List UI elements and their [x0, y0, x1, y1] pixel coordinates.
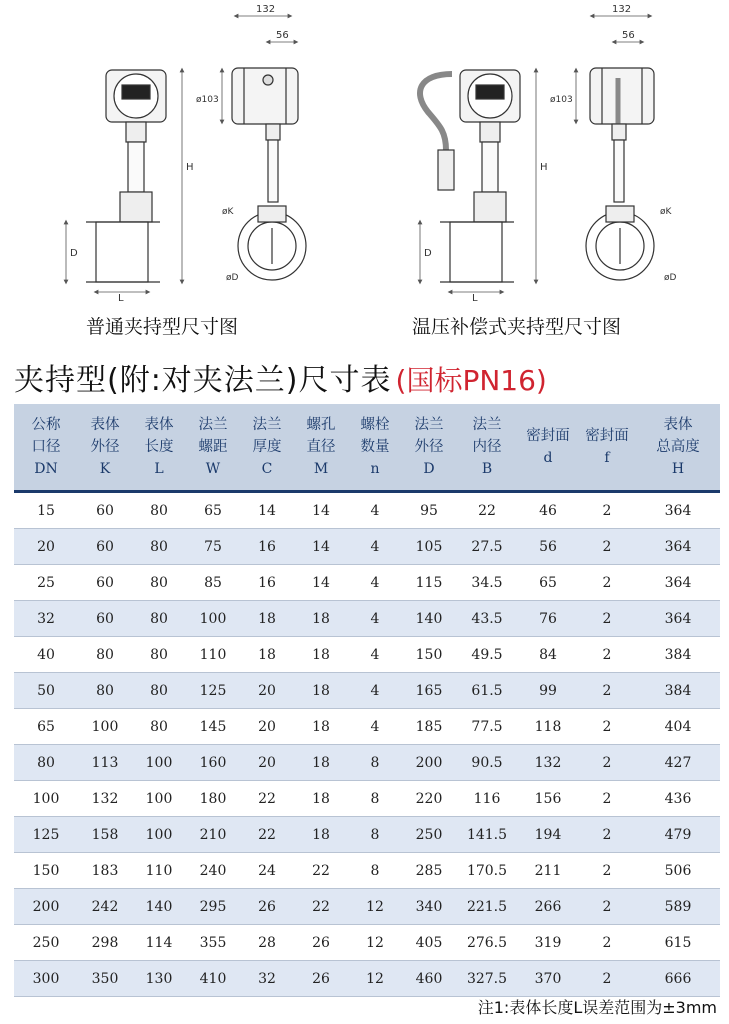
table-cell: 114	[132, 925, 186, 961]
dimension-table	[14, 404, 720, 997]
table-cell: 319	[518, 925, 578, 961]
table-cell: 56	[518, 529, 578, 565]
table-cell: 506	[636, 853, 720, 889]
table-row	[14, 745, 720, 781]
table-cell: 18	[294, 637, 348, 673]
table-cell: 65	[186, 492, 240, 529]
table-cell: 22	[240, 817, 294, 853]
table-cell: 80	[78, 637, 132, 673]
dim-d1-label-2: øD	[664, 273, 677, 283]
table-cell: 100	[14, 781, 78, 817]
table-cell: 60	[78, 529, 132, 565]
header-cell: 公称 口径 DN	[14, 404, 78, 492]
dim-head-dia-label-1: ø103	[196, 95, 219, 105]
table-row	[14, 961, 720, 997]
table-cell: 34.5	[456, 565, 518, 601]
dim-width-label-1: 132	[256, 4, 276, 15]
table-cell: 84	[518, 637, 578, 673]
table-cell: 211	[518, 853, 578, 889]
table-cell: 80	[132, 709, 186, 745]
table-cell: 410	[186, 961, 240, 997]
table-cell: 99	[518, 673, 578, 709]
table-cell: 340	[402, 889, 456, 925]
table-cell: 110	[186, 637, 240, 673]
table-cell: 100	[132, 781, 186, 817]
table-cell: 15	[14, 492, 78, 529]
table-cell: 132	[78, 781, 132, 817]
table-cell: 80	[132, 529, 186, 565]
header-cell: 表体 总高度 H	[636, 404, 720, 492]
header-cell: 法兰 螺距 W	[186, 404, 240, 492]
table-cell: 100	[78, 709, 132, 745]
table-cell: 60	[78, 492, 132, 529]
header-cell: 法兰 内径 B	[456, 404, 518, 492]
table-cell: 75	[186, 529, 240, 565]
table-cell: 26	[294, 925, 348, 961]
table-cell: 125	[14, 817, 78, 853]
table-cell: 26	[294, 961, 348, 997]
dim-h-label-2: H	[540, 162, 548, 173]
table-cell: 115	[402, 565, 456, 601]
table-cell: 2	[578, 492, 636, 529]
table-cell: 65	[14, 709, 78, 745]
table-cell: 220	[402, 781, 456, 817]
table-row	[14, 637, 720, 673]
table-row	[14, 673, 720, 709]
table-row	[14, 853, 720, 889]
table-cell: 4	[348, 673, 402, 709]
footnote: 注1:表体长度L误差范围为±3mm	[477, 998, 717, 1017]
table-cell: 32	[14, 601, 78, 637]
table-cell: 2	[578, 709, 636, 745]
table-cell: 2	[578, 961, 636, 997]
table-cell: 350	[78, 961, 132, 997]
table-cell: 364	[636, 492, 720, 529]
table-cell: 210	[186, 817, 240, 853]
table-cell: 14	[294, 529, 348, 565]
table-row	[14, 817, 720, 853]
table-cell: 180	[186, 781, 240, 817]
table-row	[14, 925, 720, 961]
table-cell: 60	[78, 565, 132, 601]
table-cell: 4	[348, 492, 402, 529]
table-cell: 25	[14, 565, 78, 601]
table-cell: 2	[578, 601, 636, 637]
table-header-row	[14, 404, 720, 492]
table-cell: 110	[132, 853, 186, 889]
dim-width-label-2: 132	[612, 4, 632, 15]
table-cell: 14	[294, 565, 348, 601]
table-cell: 40	[14, 637, 78, 673]
table-cell: 32	[240, 961, 294, 997]
table-cell: 18	[294, 745, 348, 781]
table-row	[14, 889, 720, 925]
table-cell: 14	[294, 492, 348, 529]
table-cell: 22	[456, 492, 518, 529]
table-cell: 427	[636, 745, 720, 781]
dim-head-dia-label-2: ø103	[550, 95, 573, 105]
table-cell: 22	[240, 781, 294, 817]
table-cell: 65	[518, 565, 578, 601]
table-row	[14, 709, 720, 745]
table-cell: 61.5	[456, 673, 518, 709]
table-cell: 165	[402, 673, 456, 709]
table-cell: 298	[78, 925, 132, 961]
table-cell: 405	[402, 925, 456, 961]
standard-front-view	[66, 70, 182, 292]
table-cell: 460	[402, 961, 456, 997]
table-cell: 16	[240, 529, 294, 565]
table-cell: 200	[402, 745, 456, 781]
dim-l-label-2: L	[472, 293, 478, 304]
table-cell: 20	[240, 745, 294, 781]
dim-l-label-1: L	[118, 293, 124, 304]
table-cell: 105	[402, 529, 456, 565]
table-cell: 2	[578, 925, 636, 961]
table-cell: 384	[636, 673, 720, 709]
table-cell: 27.5	[456, 529, 518, 565]
table-row	[14, 601, 720, 637]
compensated-side-view	[576, 16, 654, 280]
dimension-drawings	[0, 0, 729, 310]
table-cell: 12	[348, 889, 402, 925]
table-cell: 250	[14, 925, 78, 961]
table-cell: 100	[132, 745, 186, 781]
caption-standard: 普通夹持型尺寸图	[86, 316, 239, 338]
table-cell: 2	[578, 889, 636, 925]
table-cell: 18	[294, 601, 348, 637]
header-cell: 表体 长度 L	[132, 404, 186, 492]
dim-depth-label-2: 56	[622, 30, 635, 41]
table-cell: 370	[518, 961, 578, 997]
table-cell: 118	[518, 709, 578, 745]
table-cell: 150	[14, 853, 78, 889]
table-cell: 18	[240, 601, 294, 637]
table-cell: 404	[636, 709, 720, 745]
table-row	[14, 565, 720, 601]
dim-d-label-1: D	[70, 248, 78, 259]
table-cell: 95	[402, 492, 456, 529]
table-cell: 4	[348, 601, 402, 637]
table-cell: 4	[348, 565, 402, 601]
table-cell: 113	[78, 745, 132, 781]
table-cell: 160	[186, 745, 240, 781]
table-cell: 50	[14, 673, 78, 709]
table-cell: 364	[636, 565, 720, 601]
table-cell: 615	[636, 925, 720, 961]
table-cell: 20	[240, 673, 294, 709]
caption-compensated: 温压补偿式夹持型尺寸图	[412, 316, 622, 338]
title-main: 夹持型(附:对夹法兰)尺寸表	[14, 363, 392, 398]
table-cell: 2	[578, 781, 636, 817]
table-cell: 80	[132, 601, 186, 637]
table-cell: 140	[402, 601, 456, 637]
table-cell: 80	[78, 673, 132, 709]
table-cell: 242	[78, 889, 132, 925]
table-cell: 364	[636, 529, 720, 565]
table-cell: 20	[240, 709, 294, 745]
table-cell: 22	[294, 853, 348, 889]
table-cell: 12	[348, 925, 402, 961]
table-cell: 60	[78, 601, 132, 637]
header-cell: 密封面 d	[518, 404, 578, 492]
table-cell: 18	[294, 709, 348, 745]
table-cell: 77.5	[456, 709, 518, 745]
table-cell: 436	[636, 781, 720, 817]
header-cell: 密封面 f	[578, 404, 636, 492]
header-cell: 法兰 外径 D	[402, 404, 456, 492]
table-title	[14, 355, 547, 399]
table-cell: 26	[240, 889, 294, 925]
table-cell: 14	[240, 492, 294, 529]
table-cell: 300	[14, 961, 78, 997]
table-cell: 4	[348, 637, 402, 673]
table-cell: 24	[240, 853, 294, 889]
table-cell: 49.5	[456, 637, 518, 673]
table-cell: 185	[402, 709, 456, 745]
title-standard: (国标PN16)	[395, 364, 547, 397]
table-cell: 76	[518, 601, 578, 637]
table-cell: 2	[578, 853, 636, 889]
table-row	[14, 529, 720, 565]
dim-d-label-2: D	[424, 248, 432, 259]
table-cell: 18	[294, 817, 348, 853]
table-cell: 20	[14, 529, 78, 565]
header-cell: 表体 外径 K	[78, 404, 132, 492]
table-cell: 80	[132, 565, 186, 601]
table-cell: 16	[240, 565, 294, 601]
table-cell: 85	[186, 565, 240, 601]
table-cell: 2	[578, 817, 636, 853]
table-cell: 8	[348, 817, 402, 853]
table-cell: 100	[186, 601, 240, 637]
table-cell: 240	[186, 853, 240, 889]
table-cell: 18	[294, 673, 348, 709]
table-cell: 80	[132, 492, 186, 529]
table-cell: 589	[636, 889, 720, 925]
table-cell: 156	[518, 781, 578, 817]
table-row	[14, 781, 720, 817]
table-cell: 221.5	[456, 889, 518, 925]
table-cell: 158	[78, 817, 132, 853]
table-cell: 384	[636, 637, 720, 673]
table-cell: 150	[402, 637, 456, 673]
table-cell: 285	[402, 853, 456, 889]
table-cell: 43.5	[456, 601, 518, 637]
dim-depth-label-1: 56	[276, 30, 289, 41]
table-cell: 130	[132, 961, 186, 997]
table-cell: 194	[518, 817, 578, 853]
table-cell: 479	[636, 817, 720, 853]
table-cell: 295	[186, 889, 240, 925]
table-cell: 80	[132, 637, 186, 673]
header-cell: 法兰 厚度 C	[240, 404, 294, 492]
table-cell: 2	[578, 529, 636, 565]
table-cell: 8	[348, 853, 402, 889]
table-cell: 364	[636, 601, 720, 637]
table-cell: 125	[186, 673, 240, 709]
table-row	[14, 492, 720, 529]
dim-k-label-1: øK	[222, 207, 234, 217]
header-cell: 螺栓 数量 n	[348, 404, 402, 492]
table-cell: 28	[240, 925, 294, 961]
table-cell: 170.5	[456, 853, 518, 889]
standard-side-view	[222, 16, 306, 280]
table-cell: 140	[132, 889, 186, 925]
table-cell: 183	[78, 853, 132, 889]
table-cell: 2	[578, 565, 636, 601]
dim-d1-label-1: øD	[226, 273, 239, 283]
table-cell: 80	[14, 745, 78, 781]
table-cell: 100	[132, 817, 186, 853]
table-cell: 132	[518, 745, 578, 781]
table-cell: 80	[132, 673, 186, 709]
table-cell: 327.5	[456, 961, 518, 997]
table-body	[14, 492, 720, 997]
table-cell: 4	[348, 709, 402, 745]
table-cell: 145	[186, 709, 240, 745]
table-cell: 46	[518, 492, 578, 529]
table-cell: 666	[636, 961, 720, 997]
table-cell: 2	[578, 745, 636, 781]
table-cell: 250	[402, 817, 456, 853]
table-cell: 8	[348, 781, 402, 817]
table-cell: 276.5	[456, 925, 518, 961]
table-cell: 12	[348, 961, 402, 997]
table-cell: 2	[578, 637, 636, 673]
table-cell: 22	[294, 889, 348, 925]
table-cell: 355	[186, 925, 240, 961]
dim-k-label-2: øK	[660, 207, 672, 217]
table-cell: 116	[456, 781, 518, 817]
table-cell: 266	[518, 889, 578, 925]
table-cell: 200	[14, 889, 78, 925]
table-cell: 90.5	[456, 745, 518, 781]
table-cell: 2	[578, 673, 636, 709]
table-cell: 18	[294, 781, 348, 817]
header-cell: 螺孔 直径 M	[294, 404, 348, 492]
table-cell: 4	[348, 529, 402, 565]
table-cell: 8	[348, 745, 402, 781]
dim-h-label-1: H	[186, 162, 194, 173]
table-cell: 18	[240, 637, 294, 673]
compensated-front-view	[420, 70, 536, 292]
table-cell: 141.5	[456, 817, 518, 853]
